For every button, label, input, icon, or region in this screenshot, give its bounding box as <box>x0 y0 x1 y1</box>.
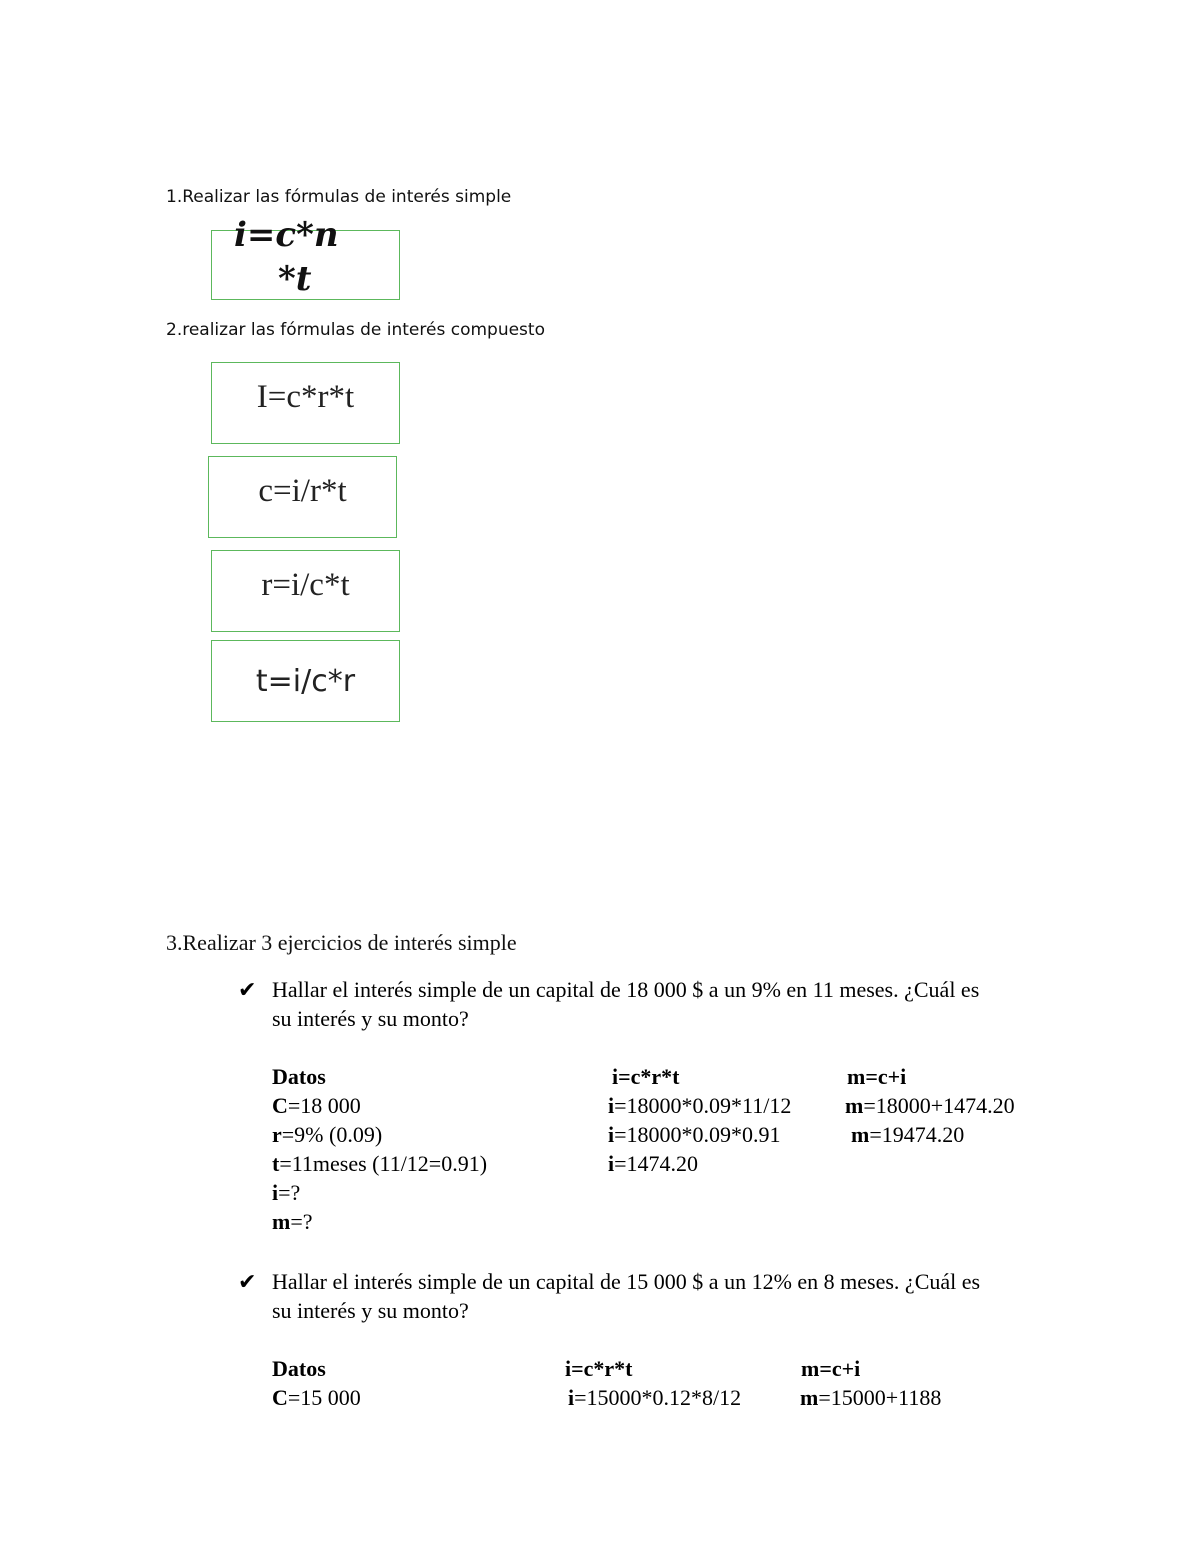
exercise2-calc-i1: i=15000*0.12*8/12 <box>568 1385 742 1410</box>
section1-heading: 1.Realizar las fórmulas de interés simple <box>166 187 512 207</box>
exercise1-calc-i3: i=1474.20 <box>608 1151 699 1176</box>
exercise1-statement-line2: su interés y su monto? <box>272 1006 469 1031</box>
exercise1-calc-i2: i=18000*0.09*0.91 <box>608 1122 781 1147</box>
section3-heading: 3.Realizar 3 ejercicios de interés simple <box>166 930 517 955</box>
formula-box-capital <box>208 456 397 538</box>
exercise1-formula-i: i=c*r*t <box>612 1064 680 1089</box>
formula-box-interest <box>211 362 400 444</box>
handwritten-formula-line2: *t <box>278 259 312 299</box>
exercise2-formula-i: i=c*r*t <box>565 1356 633 1381</box>
exercise1-datos-label: Datos <box>272 1064 326 1089</box>
exercise1-interest-unknown: i=? <box>272 1180 301 1205</box>
formula-rate: r=i/c*t <box>261 566 350 603</box>
simple-interest-formula-box <box>211 215 400 300</box>
exercise2-datos-label: Datos <box>272 1356 326 1381</box>
exercise1-calc-m2: m=19474.20 <box>851 1122 965 1147</box>
checkmark-icon: ✔ <box>238 978 257 1003</box>
handwritten-formula-line1: i=c*n <box>234 215 339 255</box>
formula-time: t=i/c*r <box>255 663 356 699</box>
exercise2-statement-line1: Hallar el interés simple de un capital de 15 000 $ a un 12% en 8 meses. ¿Cuál es <box>272 1269 981 1294</box>
exercise1-calc-i1: i=18000*0.09*11/12 <box>608 1093 792 1118</box>
exercise2-capital: C=15 000 <box>272 1385 361 1410</box>
checkmark-icon: ✔ <box>238 1270 257 1295</box>
exercise1-capital: C=18 000 <box>272 1093 361 1118</box>
formula-box-rate <box>211 550 400 632</box>
exercise2-statement-line2: su interés y su monto? <box>272 1298 469 1323</box>
exercise1-formula-m: m=c+i <box>847 1064 907 1089</box>
exercise1-time: t=11meses (11/12=0.91) <box>272 1151 488 1176</box>
exercise2-formula-m: m=c+i <box>801 1356 861 1381</box>
formula-box-time <box>211 640 400 722</box>
exercise1-calc-m1: m=18000+1474.20 <box>845 1093 1015 1118</box>
section2-heading: 2.realizar las fórmulas de interés compuesto <box>166 320 545 340</box>
formula-capital: c=i/r*t <box>258 472 347 509</box>
exercise2-calc-m1: m=15000+1188 <box>800 1385 942 1410</box>
exercise1-amount-unknown: m=? <box>272 1209 313 1234</box>
exercise1-rate: r=9% (0.09) <box>272 1122 383 1147</box>
formula-interest: I=c*r*t <box>256 378 355 415</box>
exercise1-statement-line1: Hallar el interés simple de un capital de 18 000 $ a un 9% en 11 meses. ¿Cuál es <box>272 977 980 1002</box>
